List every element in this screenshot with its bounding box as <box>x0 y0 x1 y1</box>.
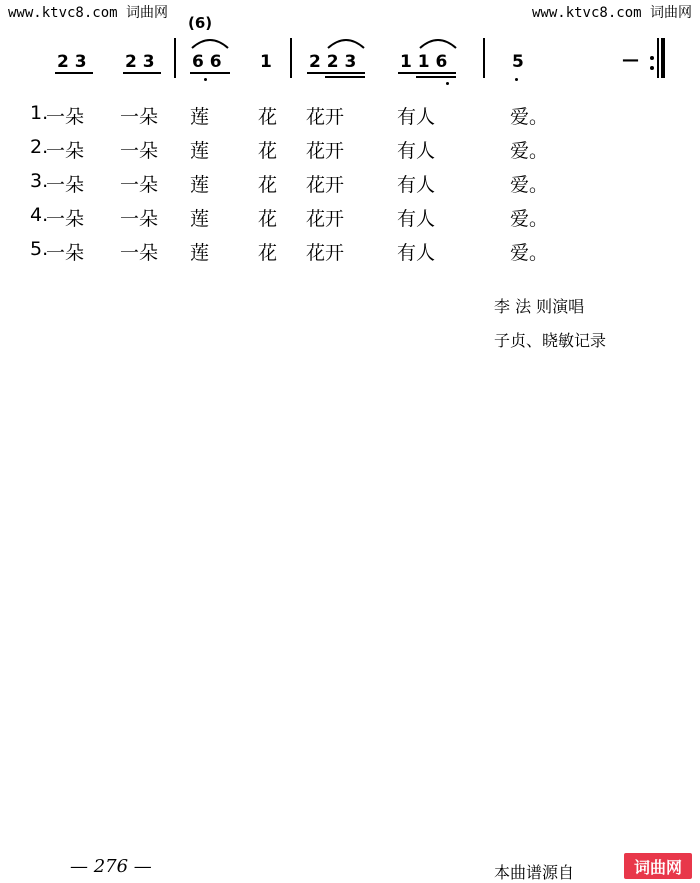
verse-number: 1. <box>30 102 49 124</box>
barline <box>174 38 176 78</box>
note-group: 2 3 <box>125 52 155 72</box>
lyric-word: 花 <box>258 140 278 162</box>
lyric-word: 爱。 <box>510 174 549 196</box>
lyric-word: 有人 <box>397 106 436 128</box>
page-number: — 276 — <box>70 856 152 877</box>
lyric-word: 爱。 <box>510 106 549 128</box>
lyric-word: 花 <box>258 174 278 196</box>
low-octave-dot <box>446 82 449 85</box>
underline <box>123 72 161 74</box>
note-group: 1 1 6 <box>400 52 448 72</box>
note-group: 5 <box>512 52 524 72</box>
lyric-word: 花 <box>258 242 278 264</box>
lyric-word: 一朵 <box>46 174 85 196</box>
site-logo[interactable]: 词曲网 <box>624 853 692 879</box>
lyric-word: 爱。 <box>510 208 549 230</box>
underline <box>55 72 93 74</box>
lyric-word: 爱。 <box>510 242 549 264</box>
lyric-word: 一朵 <box>120 140 159 162</box>
underline <box>416 76 456 78</box>
lyric-word: 莲 <box>190 106 210 128</box>
lyric-word: 一朵 <box>46 208 85 230</box>
underline <box>307 72 365 74</box>
lyric-word: 莲 <box>190 208 210 230</box>
lyric-word: 花开 <box>306 174 345 196</box>
underline <box>398 72 456 74</box>
lyric-word: 莲 <box>190 140 210 162</box>
lyric-word: 花 <box>258 106 278 128</box>
verse-number: 2. <box>30 136 49 158</box>
underline <box>190 72 230 74</box>
barline <box>290 38 292 78</box>
lyric-word: 一朵 <box>46 106 85 128</box>
verse-number: 4. <box>30 204 49 226</box>
dash-extension: — <box>622 50 639 70</box>
lyric-word: 一朵 <box>120 242 159 264</box>
slur-arc <box>190 36 230 50</box>
barline <box>483 38 485 78</box>
lyric-word: 有人 <box>397 140 436 162</box>
underline <box>325 76 365 78</box>
repeat-dot <box>650 56 654 60</box>
lyric-word: 有人 <box>397 208 436 230</box>
final-barline <box>661 38 665 78</box>
verse-number: 5. <box>30 238 49 260</box>
lyric-word: 莲 <box>190 242 210 264</box>
lyric-word: 爱。 <box>510 140 549 162</box>
lyric-word: 花开 <box>306 208 345 230</box>
lyric-word: 花开 <box>306 140 345 162</box>
lyric-word: 有人 <box>397 242 436 264</box>
lyric-word: 一朵 <box>46 242 85 264</box>
lyric-word: 花开 <box>306 106 345 128</box>
note-group: 2 2 3 <box>309 52 357 72</box>
lyric-word: 一朵 <box>46 140 85 162</box>
lyric-word: 一朵 <box>120 174 159 196</box>
repeat-dot <box>650 66 654 70</box>
source-note: 本曲谱源自 <box>494 863 575 882</box>
slur-arc <box>326 36 366 50</box>
low-octave-dot <box>204 78 207 81</box>
note-group: 2 3 <box>57 52 87 72</box>
lyric-word: 一朵 <box>120 106 159 128</box>
lyric-word: 花开 <box>306 242 345 264</box>
grace-note: (6) <box>188 14 213 32</box>
lyric-word: 有人 <box>397 174 436 196</box>
lyric-word: 花 <box>258 208 278 230</box>
lyric-word: 莲 <box>190 174 210 196</box>
slur-arc <box>418 36 458 50</box>
barline <box>657 38 659 78</box>
singer-credit: 李 法 则演唱 <box>494 297 585 316</box>
note-group: 6 6 <box>192 52 222 72</box>
lyric-word: 一朵 <box>120 208 159 230</box>
watermark-left: www.ktvc8.com 词曲网 <box>8 5 169 21</box>
verse-number: 3. <box>30 170 49 192</box>
watermark-right: www.ktvc8.com 词曲网 <box>531 5 692 21</box>
low-octave-dot <box>515 78 518 81</box>
recorder-credit: 子贞、晓敏记录 <box>494 331 607 350</box>
note-group: 1 <box>260 52 272 72</box>
